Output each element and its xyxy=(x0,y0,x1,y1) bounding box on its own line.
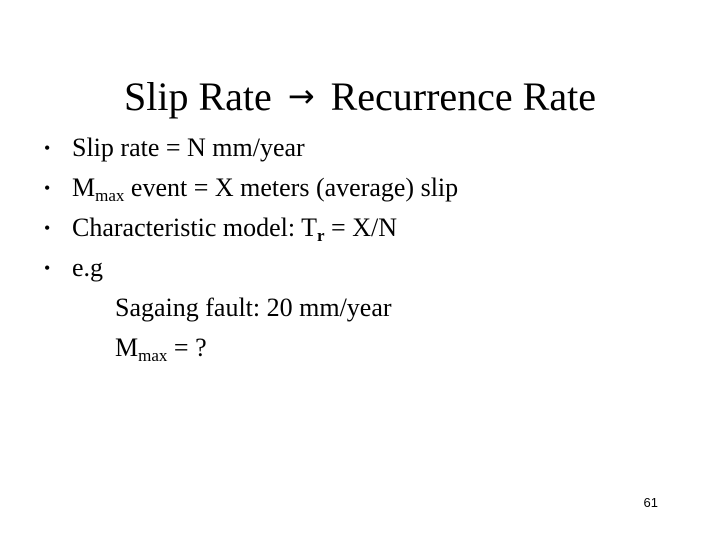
bullet-text-example: e.g xyxy=(72,253,104,282)
text-prefix: Characteristic model: T xyxy=(72,213,317,242)
bullet-item xyxy=(40,131,680,171)
bullet-icon: • xyxy=(44,138,51,158)
text-prefix: M xyxy=(72,173,96,202)
bullet-item xyxy=(40,171,680,211)
bullet-item xyxy=(40,251,680,291)
text-suffix: event = X meters (average) slip xyxy=(124,173,459,202)
right-arrow-icon: → xyxy=(287,77,315,115)
example-line xyxy=(40,291,680,331)
subscript-max: max xyxy=(138,346,168,365)
example-text-sagaing-fault: Sagaing fault: 20 mm/year xyxy=(115,293,392,322)
bullet-icon: • xyxy=(44,258,51,278)
bullet-text-mmax-event xyxy=(72,171,458,205)
subscript-max: max xyxy=(95,186,125,205)
example-text-mmax-question xyxy=(115,331,207,365)
example-line xyxy=(40,331,680,371)
slide-title xyxy=(0,70,720,123)
text-prefix: M xyxy=(115,333,139,362)
text-suffix: = ? xyxy=(167,333,207,362)
bullet-text-slip-rate: Slip rate = N mm/year xyxy=(72,133,305,162)
bullet-item xyxy=(40,211,680,251)
bullet-icon: • xyxy=(44,218,51,238)
bullet-icon: • xyxy=(44,178,51,198)
text-suffix: = X/N xyxy=(324,213,397,242)
bullet-text-characteristic-model xyxy=(72,211,397,245)
bullet-list xyxy=(40,131,680,371)
title-right: Recurrence Rate xyxy=(330,74,596,119)
page-number: 61 xyxy=(643,495,658,510)
subscript-r: r xyxy=(317,226,325,245)
title-left: Slip Rate xyxy=(124,74,272,119)
